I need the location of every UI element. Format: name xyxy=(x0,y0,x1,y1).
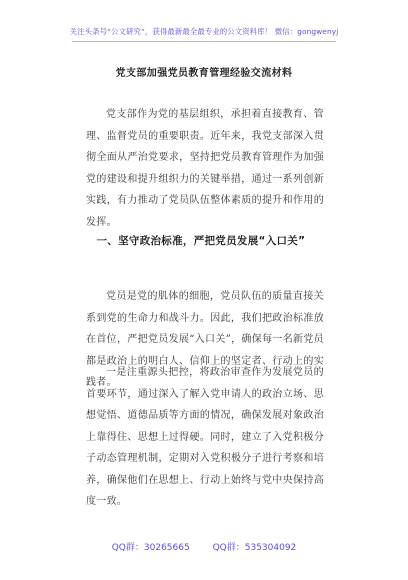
footer-qq-group-1: QQ群：30265665 xyxy=(111,543,190,553)
header-divider xyxy=(72,41,336,42)
header-banner: 关注头条号“公文研究”，获得最新最全最专业的公文资料库！ 微信：gongwenyj xyxy=(69,27,339,36)
section-paragraph-2: 一是注重源头把控，将政治审查作为发展党员的首要环节，通过深入了解入党申请人的政治立场、思想觉悟、道德品质等方面的情况，确保发展对象政治上靠得住、思想上过得硬。同时，建立了入党积极分子动态管理机制，定期对入党积极分子进行考察和培养，确保他们在思想上、行动上始终与党中央保持高度一致。 xyxy=(86,367,324,507)
footer-contact xyxy=(0,540,408,553)
document-title: 党支部加强党员教育管理经验交流材料 xyxy=(115,68,293,79)
footer-qq-group-2: QQ群：535304092 xyxy=(212,543,297,553)
section-heading-1: 一、坚守政治标准，严把党员发展“入口关” xyxy=(96,235,306,247)
intro-paragraph: 党支部作为党的基层组织，承担着直接教育、管理、监督党员的重要职责。近年来，我党支部深入贯彻全面从严治党要求，坚持把党员教育管理作为加强党的建设和提升组织力的关键举措，通过一系列创新实践，有力推动了党员队伍整体素质的提升和作用的发挥。 xyxy=(86,109,324,228)
section-paragraph-1: 党员是党的肌体的细胞，党员队伍的质量直接关系到党的生命力和战斗力。因此，我们把政治标准放在首位，严把党员发展“入口关”，确保每一名新党员都是政治上的明白人、信仰上的坚定者、行动上的实践者。 xyxy=(86,291,324,388)
